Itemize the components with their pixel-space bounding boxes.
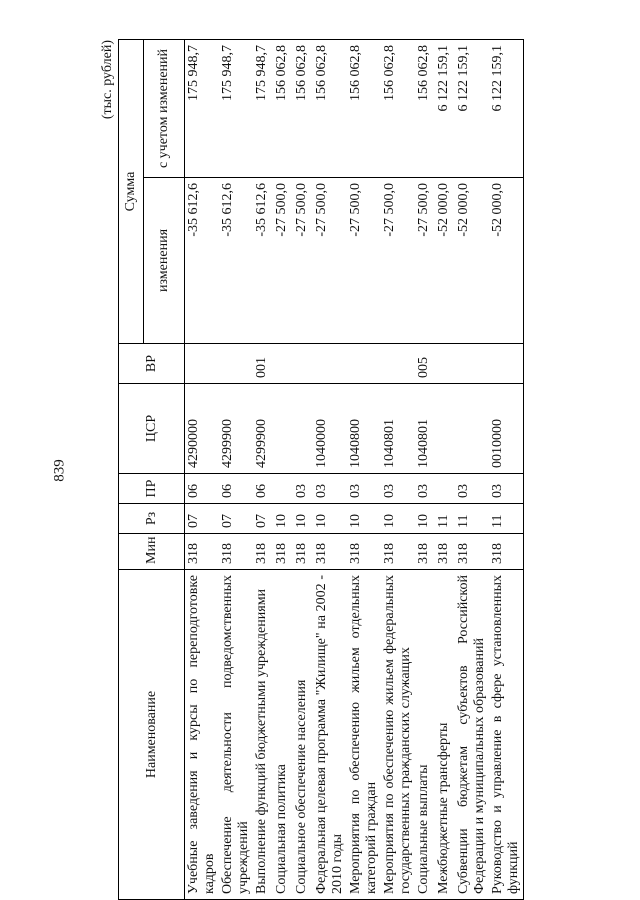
table-row — [347, 40, 381, 900]
row-rz: 10 — [313, 504, 347, 534]
row-name: Межбюджетные трансферты — [435, 570, 455, 900]
row-name: Руководство и управление в сфере установленных функций — [489, 570, 524, 900]
row-pr: 03 — [347, 474, 381, 504]
row-change: -52 000,0 — [455, 178, 489, 344]
row-pr: 03 — [381, 474, 415, 504]
row-change: -27 500,0 — [347, 178, 381, 344]
row-name: Социальные выплаты — [415, 570, 435, 900]
row-vr — [435, 344, 455, 384]
row-change: -27 500,0 — [273, 178, 293, 344]
row-change: -52 000,0 — [435, 178, 455, 344]
row-pr: 03 — [455, 474, 489, 504]
row-vr — [381, 344, 415, 384]
row-total: 6 122 159,1 — [455, 40, 489, 178]
row-csr: 0010000 — [489, 384, 524, 474]
row-rz: 07 — [219, 504, 253, 534]
row-min: 318 — [381, 534, 415, 570]
row-rz: 11 — [455, 504, 489, 534]
row-pr: 06 — [253, 474, 273, 504]
row-min: 318 — [219, 534, 253, 570]
table-row — [435, 40, 455, 900]
row-vr: 005 — [415, 344, 435, 384]
row-csr: 4299900 — [219, 384, 253, 474]
row-vr — [313, 344, 347, 384]
row-rz: 10 — [293, 504, 313, 534]
row-change: -27 500,0 — [313, 178, 347, 344]
row-pr: 06 — [185, 474, 220, 504]
row-csr: 1040800 — [347, 384, 381, 474]
row-total: 156 062,8 — [293, 40, 313, 178]
table-row — [185, 40, 220, 900]
row-vr — [455, 344, 489, 384]
row-pr: 06 — [219, 474, 253, 504]
row-pr — [435, 474, 455, 504]
table-row — [273, 40, 293, 900]
header-csr: ЦСР — [119, 384, 185, 474]
row-min: 318 — [415, 534, 435, 570]
row-min: 318 — [293, 534, 313, 570]
row-vr — [273, 344, 293, 384]
row-total: 156 062,8 — [273, 40, 293, 178]
row-total: 6 122 159,1 — [435, 40, 455, 178]
row-pr: 03 — [313, 474, 347, 504]
row-csr: 4290000 — [185, 384, 220, 474]
row-change: -35 612,6 — [253, 178, 273, 344]
row-min: 318 — [273, 534, 293, 570]
row-min: 318 — [435, 534, 455, 570]
row-min: 318 — [489, 534, 524, 570]
table-row — [253, 40, 273, 900]
row-total: 175 948,7 — [253, 40, 273, 178]
row-pr — [273, 474, 293, 504]
row-vr — [219, 344, 253, 384]
header-vr: ВР — [119, 344, 185, 384]
row-change: -27 500,0 — [293, 178, 313, 344]
budget-table — [118, 39, 524, 900]
header-rz: Рз — [119, 504, 185, 534]
page-number: 839 — [51, 459, 68, 482]
row-pr: 03 — [489, 474, 524, 504]
table-row — [455, 40, 489, 900]
row-rz: 10 — [347, 504, 381, 534]
row-csr — [455, 384, 489, 474]
header-sum: Сумма — [119, 40, 144, 344]
table-row — [381, 40, 415, 900]
row-total: 175 948,7 — [185, 40, 220, 178]
header-with-change: с учетом изменений — [144, 40, 185, 178]
row-change: -27 500,0 — [381, 178, 415, 344]
row-change: -35 612,6 — [219, 178, 253, 344]
row-name: Федеральная целевая программа "Жилище" на 2002 - 2010 годы — [313, 570, 347, 900]
row-rz: 10 — [273, 504, 293, 534]
header-change: изменения — [144, 178, 185, 344]
row-vr — [293, 344, 313, 384]
row-csr: 1040000 — [313, 384, 347, 474]
row-csr — [273, 384, 293, 474]
budget-sheet — [100, 40, 640, 900]
row-total: 156 062,8 — [381, 40, 415, 178]
row-csr: 1040801 — [381, 384, 415, 474]
row-name: Мероприятия по обеспечению жильем федеральных государственных гражданских служащих — [381, 570, 415, 900]
row-total: 6 122 159,1 — [489, 40, 524, 178]
row-min: 318 — [253, 534, 273, 570]
row-total: 156 062,8 — [415, 40, 435, 178]
row-vr — [347, 344, 381, 384]
header-name: Наименование — [119, 570, 185, 900]
units-label: (тыс. рублей) — [100, 40, 115, 120]
row-min: 318 — [455, 534, 489, 570]
row-pr: 03 — [293, 474, 313, 504]
row-csr — [293, 384, 313, 474]
row-rz: 10 — [381, 504, 415, 534]
row-name: Учебные заведения и курсы по переподготовке кадров — [185, 570, 220, 900]
table-row — [293, 40, 313, 900]
table-row — [489, 40, 524, 900]
row-change: -27 500,0 — [415, 178, 435, 344]
row-total: 175 948,7 — [219, 40, 253, 178]
row-min: 318 — [185, 534, 220, 570]
row-name: Социальное обеспечение населения — [293, 570, 313, 900]
row-pr: 03 — [415, 474, 435, 504]
row-name: Мероприятия по обеспечению жильем отдельных категорий граждан — [347, 570, 381, 900]
row-csr: 4299900 — [253, 384, 273, 474]
row-rz: 07 — [185, 504, 220, 534]
table-row — [415, 40, 435, 900]
row-name: Социальная политика — [273, 570, 293, 900]
row-name: Выполнение функций бюджетными учреждениями — [253, 570, 273, 900]
row-name: Обеспечение деятельности подведомственных учреждений — [219, 570, 253, 900]
row-min: 318 — [313, 534, 347, 570]
row-vr — [489, 344, 524, 384]
row-csr: 1040801 — [415, 384, 435, 474]
row-rz: 07 — [253, 504, 273, 534]
row-rz: 11 — [435, 504, 455, 534]
row-vr — [185, 344, 220, 384]
row-rz: 11 — [489, 504, 524, 534]
table-row — [219, 40, 253, 900]
row-total: 156 062,8 — [347, 40, 381, 178]
row-rz: 10 — [415, 504, 435, 534]
row-change: -52 000,0 — [489, 178, 524, 344]
row-csr — [435, 384, 455, 474]
row-total: 156 062,8 — [313, 40, 347, 178]
row-min: 318 — [347, 534, 381, 570]
table-row — [313, 40, 347, 900]
header-pr: ПР — [119, 474, 185, 504]
row-name: Субвенции бюджетам субъектов Российской Федерации и муниципальных образований — [455, 570, 489, 900]
header-min: Мин — [119, 534, 185, 570]
row-change: -35 612,6 — [185, 178, 220, 344]
row-vr: 001 — [253, 344, 273, 384]
